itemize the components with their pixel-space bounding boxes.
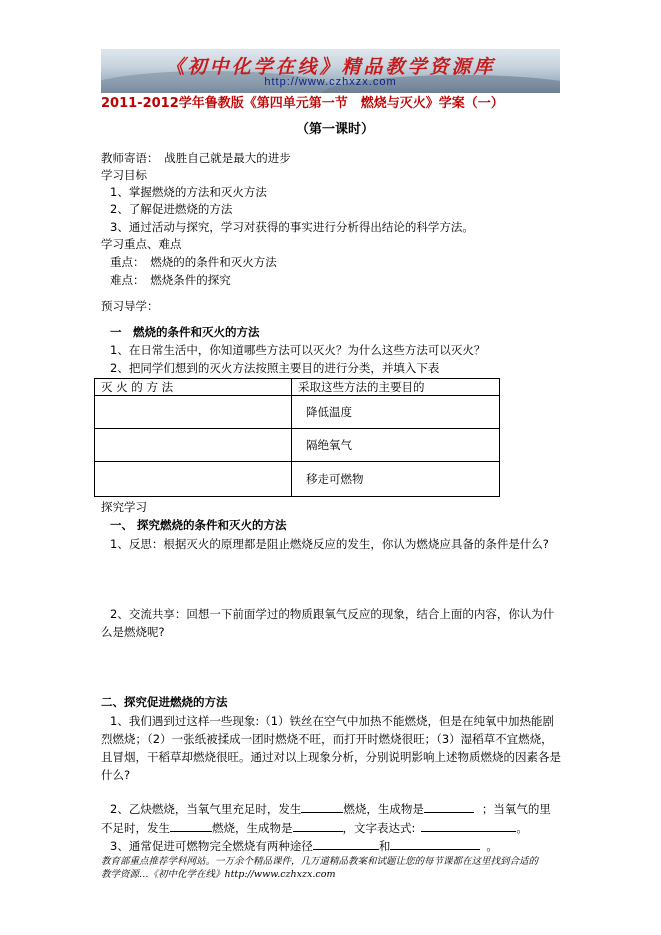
q2-text: 2、乙炔燃烧，当氧气里充足时，发生 [110, 802, 302, 816]
objective-item: 3、通过活动与探究，学习对获得的事实进行分析得出结论的科学方法。 [110, 220, 474, 234]
explore-heading: 探究学习 [101, 500, 147, 514]
section1-heading: 一 燃烧的条件和灭火的方法 [110, 325, 260, 339]
fill-blank[interactable] [313, 837, 379, 850]
header-banner [101, 49, 560, 93]
explore1-question-1: 1、反思：根据灭火的原理都是阻止燃烧反应的发生，你认为燃烧应具备的条件是什么? [110, 537, 549, 551]
q3-text: 。 [486, 839, 498, 853]
fill-blank[interactable] [421, 819, 516, 832]
objective-item: 2、了解促进燃烧的方法 [110, 202, 233, 216]
difficult-point: 难点： 燃烧条件的探究 [110, 273, 231, 287]
q2-text: 不足时，发生 [101, 821, 170, 835]
explore2-question-1-line: 1、我们遇到过这样一些现象:（1）铁丝在空气中加热不能燃烧，但是在纯氧中加热能剧 [110, 714, 555, 728]
table-row [95, 396, 500, 429]
explore2-question-1-line: 烈燃烧；（2）一张纸被揉成一团时燃烧不旺，而打开时燃烧很旺；（3）湿稻草不宜燃烧， [101, 732, 553, 746]
focus-heading: 学习重点、难点 [101, 237, 182, 251]
page-footer [101, 855, 538, 881]
table-header-purpose: 采取这些方法的主要目的 [292, 379, 500, 396]
extinguish-methods-table [94, 378, 500, 497]
footer-line: 教育部重点推荐学科网站。一万余个精品课件，几万道精品教案和试题让您的每节课都在这里找到合适的 [101, 856, 539, 867]
banner-title: 《初中化学在线》精品教学资源库 [165, 56, 496, 78]
key-point: 重点： 燃烧的的条件和灭火方法 [110, 255, 277, 269]
document-subtitle: （第一课时） [296, 122, 375, 137]
preview-question-2: 2、把同学们想到的灭火方法按照主要目的进行分类，并填入下表 [110, 361, 440, 375]
preview-heading: 预习导学： [101, 299, 159, 313]
q2-text: ；当氧气的里 [481, 802, 551, 816]
explore1-heading: 一、 探究燃烧的条件和灭火的方法 [110, 518, 287, 532]
fill-blank[interactable] [293, 819, 343, 832]
document-title: 2011-2012学年鲁教版《第四单元第一节 燃烧与灭火》学案（一） [101, 96, 504, 111]
q2-text: 。 [516, 821, 528, 835]
fill-blank[interactable] [424, 800, 474, 813]
table-cell-purpose: 隔绝氧气 [292, 429, 500, 462]
q2-text: ，文字表达式: [342, 821, 416, 835]
teacher-note: 教师寄语： 战胜自己就是最大的进步 [101, 151, 291, 165]
explore2-heading: 二、探究促进燃烧的方法 [101, 695, 228, 709]
q2-text: 燃烧，生成物是 [212, 821, 293, 835]
explore2-question-2-line [110, 800, 551, 817]
table-header-row [95, 379, 500, 396]
fill-blank[interactable] [170, 819, 212, 832]
fill-blank[interactable] [301, 800, 343, 813]
explore2-question-1-line: 且冒烟，干稻草却燃烧很旺。通过对以上现象分析，分别说明影响上述物质燃烧的因素各是 [101, 750, 561, 764]
table-cell-purpose: 移走可燃物 [292, 462, 500, 497]
explore1-question-2-line: 么是燃烧呢? [101, 625, 165, 639]
objective-item: 1、掌握燃烧的方法和灭火方法 [110, 185, 267, 199]
objectives-heading: 学习目标 [101, 168, 147, 182]
preview-question-1: 1、在日常生活中，你知道哪些方法可以灭火？为什么这些方法可以灭火？ [110, 343, 486, 357]
explore1-question-2-line: 2、交流共享：回想一下前面学过的物质跟氧气反应的现象，结合上面的内容，你认为什 [110, 607, 555, 621]
banner-url[interactable]: http://www.czhxzx.com [264, 76, 397, 88]
table-cell-method-input[interactable] [95, 429, 292, 462]
explore2-question-2-line [101, 819, 528, 836]
table-row [95, 429, 500, 462]
q2-text: 燃烧，生成物是 [343, 802, 424, 816]
q3-text: 和 [378, 839, 391, 853]
table-cell-method-input[interactable] [95, 462, 292, 497]
explore2-question-3 [110, 837, 498, 854]
table-cell-purpose: 降低温度 [292, 396, 500, 429]
table-cell-method-input[interactable] [95, 396, 292, 429]
table-header-method: 灭 火 的 方 法 [95, 379, 292, 396]
table-row [95, 462, 500, 497]
fill-blank[interactable] [390, 837, 480, 850]
footer-line: 教学资源…《初中化学在线》http://www.czhxzx.com [101, 869, 336, 880]
explore2-question-1-line: 什么? [101, 768, 131, 782]
q3-text: 3、通常促进可燃物完全燃烧有两种途径 [110, 839, 313, 853]
